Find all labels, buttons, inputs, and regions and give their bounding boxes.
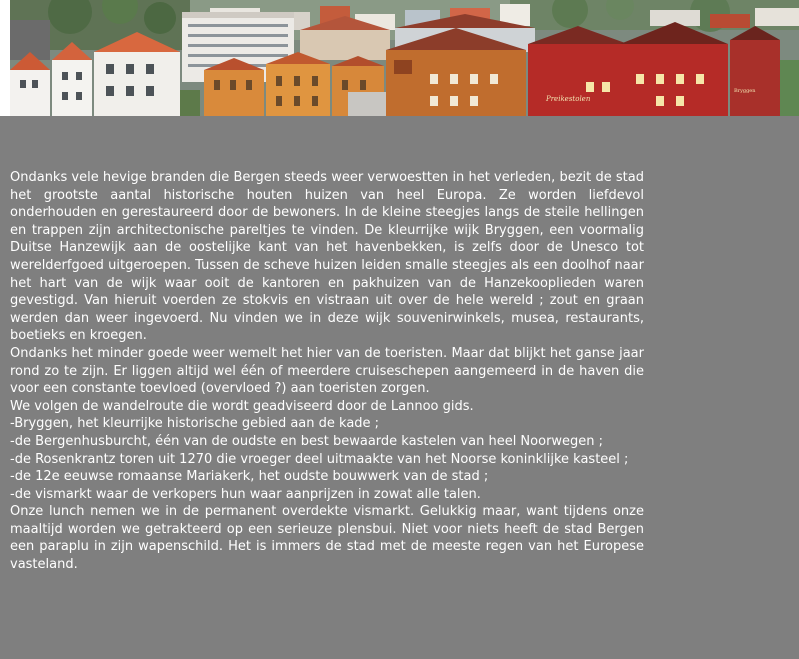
- list-item: -de Rosenkrantz toren uit 1270 die vroeger deel uitmaakte van het Noorse koninklijke kasteel ;: [10, 451, 629, 467]
- paragraph-route: We volgen de wandelroute die wordt geadviseerd door de Lannoo gids.: [10, 398, 474, 414]
- article-content: [0, 116, 799, 659]
- shop-sign-preikestolen: Preikestolen: [546, 95, 591, 103]
- list-item: -Bryggen, het kleurrijke historische gebied aan de kade ;: [10, 416, 380, 432]
- list-item: -de vismarkt waar de verkopers hun waar aanprijzen in zowat alle talen.: [10, 486, 481, 502]
- paragraph-intro: Ondanks vele hevige branden die Bergen steeds weer verwoestten in het verleden, bezit de stad het grootste aantal historische houten huizen van heel Europa. Ze worden liefdevol onderhouden en gerestaureerd door de bewoners. In de kleine steegjes langs de steile hellingen en trappen zijn architectonische pareltjes te vinden. De kleurrijke wijk Bryggen, een voormalig Duitse Hanzewijk aan de oostelijke kant van het havenbekken, is zelfs door de Unesco tot werelderfgoed uitgeroepen. Tussen de scheve huizen leiden smalle steegjes als een doolhof naar het hart van de wijk waar ooit de kantoren en pakhuizen van de Hanzekooplieden waren gevestigd. Van hieruit voerden ze stokvis en vistraan uit over de hele wereld ; zout en graan werden dan weer ingevoerd. Nu vinden we in deze wijk souvenirwinkels, musea, restaurants, boetieks en kroegen.: [10, 170, 644, 344]
- bergen-photo: [10, 0, 799, 116]
- article-body: [10, 169, 644, 574]
- paragraph-lunch: Onze lunch nemen we in de permanent overdekte vismarkt. Gelukkig maar, want tijdens onze maaltijd worden we getrakteerd op een serieuze plensbui. Niet voor niets heeft de stad Bergen een paraplu in zijn wapenschild. Het is immers de stad met de meeste regen van het Europese vasteland.: [10, 504, 644, 573]
- shop-sign-bryggen: Bryggen: [734, 88, 756, 94]
- list-item: -de 12e eeuwse romaanse Mariakerk, het oudste bouwwerk van de stad ;: [10, 469, 489, 485]
- list-item: -de Bergenhusburcht, één van de oudste en best bewaarde kastelen van heel Noorwegen ;: [10, 433, 604, 449]
- paragraph-tourists: Ondanks het minder goede weer wemelt het hier van de toeristen. Maar dat blijkt het ganse jaar rond zo te zijn. Er liggen altijd wel één of meerdere cruiseschepen aangemeerd in de haven die voor een constante toevloed (overvloed ?) aan toeristen zorgen.: [10, 345, 644, 397]
